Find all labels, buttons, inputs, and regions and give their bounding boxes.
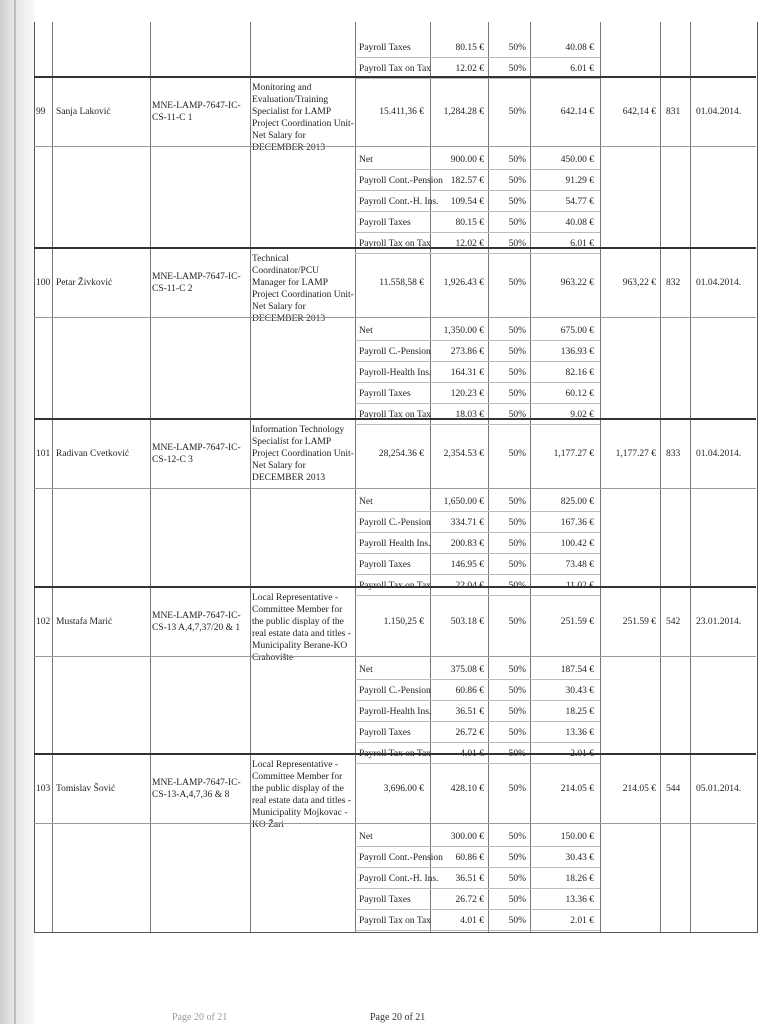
column-divider: [150, 22, 151, 932]
line-separator: [355, 930, 600, 931]
payroll-line-label: Payroll Tax on Tax: [359, 916, 431, 926]
column-divider: [600, 22, 601, 932]
employee-name: Petar Živković: [56, 278, 113, 288]
payroll-line-percent: 50%: [508, 497, 526, 507]
total-amount: 503.18 €: [450, 617, 484, 627]
share-percent: 50%: [508, 107, 526, 117]
payment-date: 01.04.2014.: [696, 449, 742, 459]
contract-number: MNE-LAMP-7647-IC-CS-13 A,4,7,37/20 & 1: [152, 611, 241, 633]
line-separator: [355, 763, 600, 764]
payroll-line-amount: 334.71 €: [450, 518, 484, 528]
payment-code: 833: [666, 449, 681, 459]
column-divider: [52, 22, 53, 932]
payment-code: 832: [666, 278, 681, 288]
line-separator: [355, 700, 600, 701]
payment-description: Technical Coordinator/PCU Manager for LAMP Project Coordination Unit-Net Salary for DECEMBER 2013: [252, 254, 354, 324]
payroll-line-share: 13.36 €: [565, 728, 594, 738]
payroll-line-share: 136.93 €: [560, 347, 594, 357]
payroll-line-label: Payroll Taxes: [359, 895, 411, 905]
payroll-line-percent: 50%: [508, 218, 526, 228]
employee-name: Sanja Laković: [56, 107, 111, 117]
share-amount: 963.22 €: [560, 278, 594, 288]
payment-date: 23.01.2014.: [696, 617, 742, 627]
line-separator: [355, 511, 600, 512]
payroll-line-label: Payroll Health Ins.: [359, 539, 431, 549]
payroll-line-label: Payroll Cont.-H. Ins.: [359, 197, 439, 207]
record-number: 101: [36, 449, 51, 459]
payroll-line-amount: 22.04 €: [455, 581, 484, 591]
payroll-line-percent: 50%: [508, 389, 526, 399]
payroll-line-share: 6.01 €: [570, 64, 594, 74]
payroll-line-percent: 50%: [508, 560, 526, 570]
employee-name: Mustafa Marić: [56, 617, 113, 627]
payroll-line-percent: 50%: [508, 155, 526, 165]
payroll-line-label: Net: [359, 155, 373, 165]
payroll-line-share: 825.00 €: [560, 497, 594, 507]
payroll-line-label: Payroll Taxes: [359, 560, 411, 570]
total-amount: 1,926.43 €: [443, 278, 484, 288]
payroll-line-label: Net: [359, 665, 373, 675]
record-row-border: [34, 586, 756, 589]
payroll-line-label: Payroll Taxes: [359, 43, 411, 53]
payroll-line-share: 30.43 €: [565, 853, 594, 863]
payroll-line-amount: 4.01 €: [460, 749, 484, 759]
payroll-line-label: Net: [359, 497, 373, 507]
payroll-line-amount: 26.72 €: [455, 728, 484, 738]
payroll-line-amount: 1,350.00 €: [443, 326, 484, 336]
payroll-line-amount: 300.00 €: [450, 832, 484, 842]
payroll-line-label: Payroll C.-Pension: [359, 518, 431, 528]
payroll-line-percent: 50%: [508, 326, 526, 336]
payroll-line-amount: 200.83 €: [450, 539, 484, 549]
payroll-line-amount: 146.95 €: [450, 560, 484, 570]
payroll-line-amount: 12.02 €: [455, 239, 484, 249]
paid-amount: 251.59 €: [622, 617, 656, 627]
payroll-line-label: Payroll-Health Ins.: [359, 368, 432, 378]
payroll-line-label: Payroll Tax on Tax: [359, 581, 431, 591]
share-amount: 1,177.27 €: [553, 449, 594, 459]
payroll-line-amount: 60.86 €: [455, 686, 484, 696]
payroll-line-percent: 50%: [508, 410, 526, 420]
line-separator: [355, 211, 600, 212]
payroll-line-share: 9.02 €: [570, 410, 594, 420]
line-separator: [355, 846, 600, 847]
payroll-line-percent: 50%: [508, 43, 526, 53]
payroll-line-percent: 50%: [508, 686, 526, 696]
payroll-line-percent: 50%: [508, 518, 526, 528]
payroll-line-percent: 50%: [508, 895, 526, 905]
record-subrow-border: [34, 488, 756, 490]
contract-number: MNE-LAMP-7647-IC-CS-13-A,4,7,36 & 8: [152, 778, 241, 800]
payroll-line-label: Payroll C.-Pension: [359, 686, 431, 696]
payroll-line-label: Payroll Tax on Tax: [359, 64, 431, 74]
payroll-line-label: Payroll Tax on Tax: [359, 410, 431, 420]
payroll-line-share: 18.25 €: [565, 707, 594, 717]
payroll-line-label: Payroll-Health Ins.: [359, 707, 432, 717]
column-divider: [355, 22, 356, 932]
payroll-line-amount: 120.23 €: [450, 389, 484, 399]
payroll-line-share: 450.00 €: [560, 155, 594, 165]
payroll-line-percent: 50%: [508, 539, 526, 549]
share-amount: 251.59 €: [560, 617, 594, 627]
line-separator: [355, 553, 600, 554]
total-amount: 428.10 €: [450, 784, 484, 794]
column-divider: [660, 22, 661, 932]
record-row-border: [34, 753, 756, 756]
payroll-line-percent: 50%: [508, 853, 526, 863]
employee-name: Tomislav Šović: [56, 784, 116, 794]
scan-edge: [0, 0, 34, 1024]
page-number-faint: Page 20 of 21: [172, 1012, 228, 1023]
line-separator: [355, 403, 600, 404]
column-divider: [430, 22, 431, 932]
payroll-line-label: Payroll Taxes: [359, 218, 411, 228]
payroll-line-amount: 273.86 €: [450, 347, 484, 357]
payroll-line-share: 150.00 €: [560, 832, 594, 842]
payment-code: 831: [666, 107, 681, 117]
payroll-line-percent: 50%: [508, 728, 526, 738]
record-number: 102: [36, 617, 51, 627]
payroll-line-share: 2.01 €: [570, 916, 594, 926]
payroll-line-label: Payroll Cont.-Pension: [359, 853, 443, 863]
payroll-line-amount: 26.72 €: [455, 895, 484, 905]
share-percent: 50%: [508, 278, 526, 288]
share-percent: 50%: [508, 784, 526, 794]
payroll-line-label: Payroll C.-Pension: [359, 347, 431, 357]
line-separator: [355, 532, 600, 533]
employee-name: Radivan Cvetković: [56, 449, 130, 459]
payroll-line-label: Net: [359, 326, 373, 336]
payroll-line-share: 100.42 €: [560, 539, 594, 549]
line-separator: [355, 361, 600, 362]
payroll-line-label: Payroll Tax on Tax: [359, 749, 431, 759]
payroll-line-amount: 1,650.00 €: [443, 497, 484, 507]
payroll-line-share: 30.43 €: [565, 686, 594, 696]
payment-description: Local Representative - Committee Member for the public display of the real estate data and titles - Municipality Berane-KO Crahovište: [252, 593, 351, 663]
line-separator: [355, 190, 600, 191]
payroll-line-share: 40.08 €: [565, 43, 594, 53]
contract-amount: 11.558,58 €: [379, 278, 424, 288]
column-divider: [530, 22, 531, 932]
line-separator: [355, 909, 600, 910]
record-subrow-border: [34, 146, 756, 148]
share-percent: 50%: [508, 617, 526, 627]
payroll-line-share: 2.01 €: [570, 749, 594, 759]
payroll-line-share: 11.02 €: [565, 581, 594, 591]
payroll-line-percent: 50%: [508, 368, 526, 378]
paid-amount: 963,22 €: [622, 278, 656, 288]
column-divider: [488, 22, 489, 932]
payment-description: Information Technology Specialist for LAMP Project Coordination Unit-Net Salary for DECEMBER 2013: [252, 425, 354, 483]
payroll-line-label: Payroll Cont.-Pension: [359, 176, 443, 186]
record-row-border: [34, 418, 756, 421]
record-row-border: [34, 247, 756, 250]
line-separator: [355, 867, 600, 868]
line-separator: [355, 424, 600, 425]
payroll-line-share: 60.12 €: [565, 389, 594, 399]
payroll-line-amount: 36.51 €: [455, 707, 484, 717]
line-separator: [355, 574, 600, 575]
payroll-line-amount: 375.08 €: [450, 665, 484, 675]
line-separator: [355, 721, 600, 722]
payroll-line-percent: 50%: [508, 581, 526, 591]
page-number: Page 20 of 21: [370, 1012, 426, 1023]
payroll-line-amount: 36.51 €: [455, 874, 484, 884]
payroll-line-amount: 4.01 €: [460, 916, 484, 926]
payroll-line-share: 167.36 €: [560, 518, 594, 528]
line-separator: [355, 169, 600, 170]
payment-description: Local Representative - Committee Member for the public display of the real estate data and titles - Municipality Mojkovac - KO Žari: [252, 760, 351, 830]
payroll-line-percent: 50%: [508, 197, 526, 207]
record-subrow-border: [34, 823, 756, 825]
payroll-line-share: 13.36 €: [565, 895, 594, 905]
payroll-line-percent: 50%: [508, 749, 526, 759]
payment-description: Monitoring and Evaluation/Training Specialist for LAMP Project Coordination Unit-Net Salary for DECEMBER 2013: [252, 83, 354, 153]
payroll-line-percent: 50%: [508, 64, 526, 74]
paid-amount: 642,14 €: [622, 107, 656, 117]
payroll-line-amount: 164.31 €: [450, 368, 484, 378]
record-subrow-border: [34, 317, 756, 319]
payroll-line-label: Payroll Taxes: [359, 389, 411, 399]
payroll-line-percent: 50%: [508, 832, 526, 842]
contract-amount: 15.411,36 €: [379, 107, 424, 117]
payroll-line-share: 6.01 €: [570, 239, 594, 249]
line-separator: [355, 595, 600, 596]
payroll-line-label: Payroll Tax on Tax: [359, 239, 431, 249]
column-divider: [690, 22, 691, 932]
payment-date: 05.01.2014.: [696, 784, 742, 794]
contract-amount: 1.150,25 €: [383, 617, 424, 627]
contract-number: MNE-LAMP-7647-IC-CS-11-C 2: [152, 272, 241, 294]
payroll-line-share: 18.26 €: [565, 874, 594, 884]
record-number: 99: [36, 107, 46, 117]
line-separator: [355, 679, 600, 680]
line-separator: [355, 57, 600, 58]
payroll-line-percent: 50%: [508, 874, 526, 884]
payroll-line-label: Payroll Cont.-H. Ins.: [359, 874, 439, 884]
payroll-line-percent: 50%: [508, 707, 526, 717]
payroll-line-share: 82.16 €: [565, 368, 594, 378]
payroll-line-amount: 182.57 €: [450, 176, 484, 186]
record-number: 103: [36, 784, 51, 794]
payment-code: 542: [666, 617, 681, 627]
payroll-line-amount: 18.03 €: [455, 410, 484, 420]
share-amount: 214.05 €: [560, 784, 594, 794]
payroll-line-percent: 50%: [508, 916, 526, 926]
line-separator: [355, 253, 600, 254]
payroll-line-amount: 80.15 €: [455, 218, 484, 228]
paid-amount: 1,177.27 €: [615, 449, 656, 459]
payroll-line-percent: 50%: [508, 665, 526, 675]
payroll-line-amount: 60.86 €: [455, 853, 484, 863]
payroll-line-amount: 900.00 €: [450, 155, 484, 165]
line-separator: [355, 742, 600, 743]
payroll-line-share: 40.08 €: [565, 218, 594, 228]
payroll-line-percent: 50%: [508, 239, 526, 249]
column-divider: [250, 22, 251, 932]
total-amount: 2,354.53 €: [443, 449, 484, 459]
record-number: 100: [36, 278, 51, 288]
contract-number: MNE-LAMP-7647-IC-CS-12-C 3: [152, 443, 241, 465]
record-row-border: [34, 76, 756, 79]
contract-number: MNE-LAMP-7647-IC-CS-11-C 1: [152, 101, 241, 123]
share-amount: 642.14 €: [560, 107, 594, 117]
payroll-line-amount: 80.15 €: [455, 43, 484, 53]
contract-amount: 3,696.00 €: [383, 784, 424, 794]
payroll-line-percent: 50%: [508, 347, 526, 357]
line-separator: [355, 232, 600, 233]
total-amount: 1,284.28 €: [443, 107, 484, 117]
payroll-line-share: 91.29 €: [565, 176, 594, 186]
payroll-line-share: 675.00 €: [560, 326, 594, 336]
record-subrow-border: [34, 656, 756, 658]
contract-amount: 28,254.36 €: [378, 449, 424, 459]
payment-date: 01.04.2014.: [696, 107, 742, 117]
line-separator: [355, 340, 600, 341]
line-separator: [355, 888, 600, 889]
payroll-line-share: 187.54 €: [560, 665, 594, 675]
paid-amount: 214.05 €: [622, 784, 656, 794]
payment-date: 01.04.2014.: [696, 278, 742, 288]
share-percent: 50%: [508, 449, 526, 459]
payroll-line-share: 54.77 €: [565, 197, 594, 207]
payroll-line-amount: 109.54 €: [450, 197, 484, 207]
payroll-line-share: 73.48 €: [565, 560, 594, 570]
payroll-line-amount: 12.02 €: [455, 64, 484, 74]
payroll-line-label: Payroll Taxes: [359, 728, 411, 738]
line-separator: [355, 382, 600, 383]
payroll-line-percent: 50%: [508, 176, 526, 186]
payroll-line-label: Net: [359, 832, 373, 842]
payment-code: 544: [666, 784, 681, 794]
